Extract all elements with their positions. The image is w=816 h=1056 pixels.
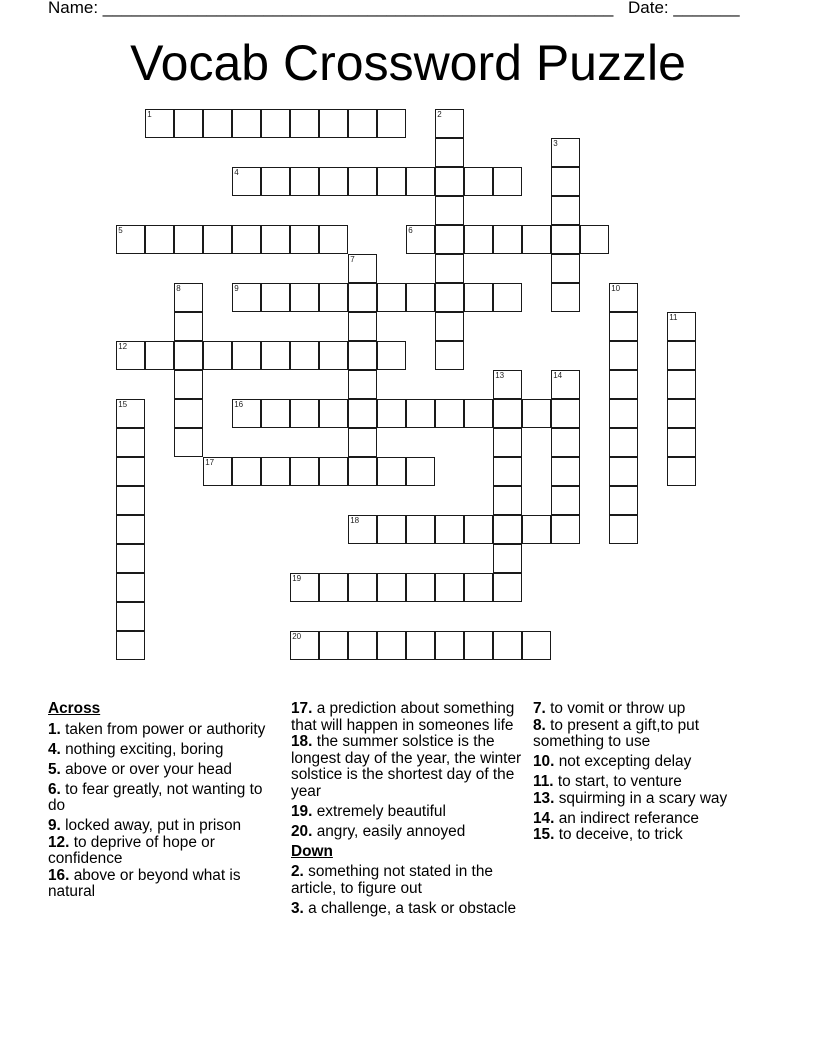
crossword-cell[interactable] <box>493 283 522 312</box>
crossword-cell[interactable] <box>203 341 232 370</box>
clue-across-4 <box>48 742 278 759</box>
crossword-cell[interactable] <box>116 602 145 631</box>
crossword-cell[interactable] <box>116 573 145 602</box>
crossword-cell[interactable] <box>551 515 580 544</box>
clue-down-7 <box>533 701 773 718</box>
crossword-cell[interactable] <box>406 283 435 312</box>
clue-text: a prediction about something that will happen in someones life <box>291 700 515 734</box>
clue-number: 5. <box>48 760 61 778</box>
clue-down-13 <box>533 791 773 808</box>
clue-down-15 <box>533 827 773 844</box>
crossword-cell[interactable] <box>435 631 464 660</box>
clue-text: to fear greatly, not wanting to do <box>48 780 263 814</box>
cell-number: 8 <box>176 284 181 294</box>
clue-number: 20. <box>291 822 313 840</box>
crossword-cell[interactable] <box>609 283 638 312</box>
clues-column-1 <box>48 701 278 904</box>
crossword-cell[interactable] <box>435 196 464 225</box>
crossword-cell[interactable] <box>116 428 145 457</box>
crossword-cell[interactable] <box>348 254 377 283</box>
crossword-cell[interactable] <box>319 341 348 370</box>
crossword-cell[interactable] <box>435 138 464 167</box>
across-heading: Across <box>48 700 101 717</box>
crossword-cell[interactable] <box>551 138 580 167</box>
clue-number: 13. <box>533 789 555 807</box>
crossword-cell[interactable] <box>174 399 203 428</box>
clue-number: 10. <box>533 753 555 770</box>
clue-text: locked away, put in prison <box>65 817 242 834</box>
crossword-cell[interactable] <box>348 631 377 660</box>
crossword-cell[interactable] <box>290 631 319 660</box>
cell-number: 10 <box>611 284 621 294</box>
cell-number: 1 <box>147 110 152 120</box>
date-field-label: Date: _______ <box>628 0 740 17</box>
clue-text: to present a gift,to put something to use <box>533 716 699 750</box>
clue-text: a challenge, a task or obstacle <box>308 899 517 917</box>
crossword-cell[interactable] <box>290 109 319 138</box>
clue-number: 7. <box>533 700 546 717</box>
clue-down-14 <box>533 811 773 828</box>
clue-number: 3. <box>291 899 304 917</box>
cell-number: 17 <box>205 458 215 468</box>
crossword-cell[interactable] <box>116 341 145 370</box>
crossword-cell[interactable] <box>493 225 522 254</box>
crossword-cell[interactable] <box>145 109 174 138</box>
crossword-cell[interactable] <box>290 457 319 486</box>
cell-number: 3 <box>553 139 558 149</box>
crossword-cell[interactable] <box>435 225 464 254</box>
crossword-cell[interactable] <box>290 341 319 370</box>
clue-across-18 <box>291 734 527 800</box>
clue-number: 15. <box>533 826 555 843</box>
clues-column-3 <box>533 701 773 847</box>
crossword-cell[interactable] <box>377 399 406 428</box>
clue-across-19 <box>291 804 527 821</box>
crossword-cell[interactable] <box>493 573 522 602</box>
crossword-cell[interactable] <box>377 109 406 138</box>
clue-across-1 <box>48 722 278 739</box>
clue-text: something not stated in the article, to figure out <box>291 863 493 897</box>
cell-number: 13 <box>495 371 505 381</box>
crossword-cell[interactable] <box>406 515 435 544</box>
crossword-cell[interactable] <box>290 283 319 312</box>
crossword-cell[interactable] <box>232 283 261 312</box>
crossword-cell[interactable] <box>522 399 551 428</box>
crossword-cell[interactable] <box>261 457 290 486</box>
clue-down-2 <box>291 864 527 897</box>
crossword-cell[interactable] <box>174 109 203 138</box>
clue-text: an indirect referance <box>558 809 699 827</box>
crossword-cell[interactable] <box>551 399 580 428</box>
crossword-cell[interactable] <box>609 341 638 370</box>
crossword-cell[interactable] <box>348 109 377 138</box>
clue-number: 6. <box>48 780 61 798</box>
crossword-cell[interactable] <box>609 312 638 341</box>
crossword-cell[interactable] <box>609 515 638 544</box>
crossword-cell[interactable] <box>116 515 145 544</box>
crossword-cell[interactable] <box>609 486 638 515</box>
clue-text: above or over your head <box>65 760 232 778</box>
cell-number: 12 <box>118 342 128 352</box>
crossword-cell[interactable] <box>609 399 638 428</box>
crossword-cell[interactable] <box>319 631 348 660</box>
crossword-cell[interactable] <box>667 370 696 399</box>
crossword-cell[interactable] <box>551 370 580 399</box>
crossword-cell[interactable] <box>290 573 319 602</box>
crossword-cell[interactable] <box>261 109 290 138</box>
crossword-cell[interactable] <box>551 254 580 283</box>
crossword-cell[interactable] <box>464 515 493 544</box>
crossword-cell[interactable] <box>145 341 174 370</box>
crossword-cell[interactable] <box>377 167 406 196</box>
crossword-cell[interactable] <box>435 399 464 428</box>
crossword-cell[interactable] <box>493 631 522 660</box>
crossword-cell[interactable] <box>493 370 522 399</box>
crossword-cell[interactable] <box>667 312 696 341</box>
crossword-cell[interactable] <box>174 312 203 341</box>
crossword-cell[interactable] <box>116 457 145 486</box>
crossword-cell[interactable] <box>174 341 203 370</box>
crossword-cell[interactable] <box>493 399 522 428</box>
crossword-cell[interactable] <box>609 457 638 486</box>
crossword-cell[interactable] <box>116 399 145 428</box>
crossword-cell[interactable] <box>667 457 696 486</box>
cell-number: 11 <box>669 313 678 323</box>
crossword-cell[interactable] <box>551 283 580 312</box>
clue-number: 16. <box>48 866 70 884</box>
crossword-cell[interactable] <box>435 109 464 138</box>
crossword-cell[interactable] <box>551 196 580 225</box>
clue-text: not excepting delay <box>558 753 692 770</box>
crossword-cell[interactable] <box>464 283 493 312</box>
crossword-cell[interactable] <box>464 631 493 660</box>
crossword-cell[interactable] <box>609 428 638 457</box>
down-heading: Down <box>291 842 333 860</box>
crossword-cell[interactable] <box>261 167 290 196</box>
clue-down-3 <box>291 901 527 918</box>
crossword-cell[interactable] <box>377 573 406 602</box>
crossword-cell[interactable] <box>464 399 493 428</box>
crossword-cell[interactable] <box>551 167 580 196</box>
crossword-cell[interactable] <box>290 167 319 196</box>
crossword-cell[interactable] <box>464 573 493 602</box>
clue-text: above or beyond what is natural <box>48 866 241 900</box>
crossword-cell[interactable] <box>435 341 464 370</box>
crossword-cell[interactable] <box>348 370 377 399</box>
name-field-label: Name: ______________________________________________________ <box>48 0 614 17</box>
crossword-cell[interactable] <box>406 225 435 254</box>
clue-number: 18. <box>291 733 313 750</box>
clue-down-10 <box>533 754 773 771</box>
cell-number: 19 <box>292 574 302 584</box>
crossword-cell[interactable] <box>203 457 232 486</box>
cell-number: 2 <box>437 110 442 120</box>
crossword-cell[interactable] <box>493 544 522 573</box>
cell-number: 9 <box>234 284 239 294</box>
crossword-cell[interactable] <box>609 370 638 399</box>
clue-text: to start, to venture <box>557 773 682 790</box>
crossword-grid <box>117 110 717 670</box>
cell-number: 16 <box>234 400 244 410</box>
cell-number: 14 <box>553 371 563 381</box>
clue-number: 12. <box>48 833 70 851</box>
crossword-cell[interactable] <box>435 312 464 341</box>
clue-across-16 <box>48 868 278 901</box>
crossword-cell[interactable] <box>493 486 522 515</box>
crossword-cell[interactable] <box>551 225 580 254</box>
crossword-cell[interactable] <box>435 515 464 544</box>
clue-number: 2. <box>291 863 304 880</box>
clue-number: 1. <box>48 720 61 738</box>
crossword-cell[interactable] <box>493 167 522 196</box>
crossword-cell[interactable] <box>348 457 377 486</box>
crossword-cell[interactable] <box>406 167 435 196</box>
crossword-cell[interactable] <box>319 225 348 254</box>
crossword-cell[interactable] <box>377 631 406 660</box>
crossword-cell[interactable] <box>551 486 580 515</box>
crossword-cell[interactable] <box>377 341 406 370</box>
clue-text: to vomit or throw up <box>550 700 686 717</box>
crossword-cell[interactable] <box>116 486 145 515</box>
clue-text: nothing exciting, boring <box>65 740 224 758</box>
crossword-cell[interactable] <box>261 341 290 370</box>
clue-number: 17. <box>291 700 313 717</box>
crossword-cell[interactable] <box>522 225 551 254</box>
crossword-cell[interactable] <box>464 225 493 254</box>
clue-text: squirming in a scary way <box>558 789 728 807</box>
crossword-cell[interactable] <box>377 515 406 544</box>
clue-text: extremely beautiful <box>316 802 446 820</box>
crossword-cell[interactable] <box>174 370 203 399</box>
crossword-cell[interactable] <box>406 631 435 660</box>
crossword-cell[interactable] <box>319 457 348 486</box>
crossword-cell[interactable] <box>174 225 203 254</box>
crossword-cell[interactable] <box>522 631 551 660</box>
cell-number: 20 <box>292 632 302 642</box>
crossword-cell[interactable] <box>232 109 261 138</box>
crossword-cell[interactable] <box>406 399 435 428</box>
crossword-cell[interactable] <box>319 109 348 138</box>
crossword-cell[interactable] <box>232 167 261 196</box>
crossword-cell[interactable] <box>348 573 377 602</box>
crossword-cell[interactable] <box>203 109 232 138</box>
crossword-cell[interactable] <box>551 457 580 486</box>
crossword-cell[interactable] <box>435 254 464 283</box>
crossword-cell[interactable] <box>116 225 145 254</box>
clue-text: the summer solstice is the longest day of the year, the winter solstice is the shortest day of the year <box>291 733 522 800</box>
crossword-cell[interactable] <box>377 457 406 486</box>
clue-number: 9. <box>48 817 61 834</box>
crossword-cell[interactable] <box>348 312 377 341</box>
crossword-cell[interactable] <box>377 283 406 312</box>
crossword-cell[interactable] <box>232 399 261 428</box>
clue-down-8 <box>533 718 773 751</box>
crossword-cell[interactable] <box>493 428 522 457</box>
clue-across-6 <box>48 782 278 815</box>
crossword-cell[interactable] <box>232 457 261 486</box>
crossword-cell[interactable] <box>406 573 435 602</box>
crossword-cell[interactable] <box>116 631 145 660</box>
crossword-cell[interactable] <box>319 283 348 312</box>
cell-number: 6 <box>408 226 413 236</box>
crossword-cell[interactable] <box>435 283 464 312</box>
clue-number: 8. <box>533 716 546 734</box>
crossword-cell[interactable] <box>348 515 377 544</box>
clues-column-2 <box>291 701 527 921</box>
crossword-cell[interactable] <box>290 399 319 428</box>
crossword-cell[interactable] <box>522 515 551 544</box>
crossword-cell[interactable] <box>493 457 522 486</box>
crossword-cell[interactable] <box>348 399 377 428</box>
crossword-cell[interactable] <box>319 167 348 196</box>
cell-number: 18 <box>350 516 360 526</box>
clue-text: angry, easily annoyed <box>316 822 466 840</box>
crossword-cell[interactable] <box>348 428 377 457</box>
crossword-cell[interactable] <box>435 167 464 196</box>
crossword-cell[interactable] <box>435 573 464 602</box>
clue-across-12 <box>48 835 278 868</box>
crossword-cell[interactable] <box>261 283 290 312</box>
clue-number: 4. <box>48 740 61 758</box>
clue-across-20 <box>291 824 527 841</box>
crossword-cell[interactable] <box>232 225 261 254</box>
clue-text: to deprive of hope or confidence <box>48 833 215 867</box>
clue-down-11 <box>533 774 773 791</box>
cell-number: 7 <box>350 255 355 265</box>
crossword-cell[interactable] <box>319 399 348 428</box>
crossword-cell[interactable] <box>261 225 290 254</box>
crossword-cell[interactable] <box>232 341 261 370</box>
crossword-cell[interactable] <box>667 428 696 457</box>
cell-number: 4 <box>234 168 239 178</box>
crossword-cell[interactable] <box>464 167 493 196</box>
clue-number: 19. <box>291 802 313 820</box>
crossword-cell[interactable] <box>551 428 580 457</box>
crossword-cell[interactable] <box>406 457 435 486</box>
crossword-cell[interactable] <box>348 341 377 370</box>
crossword-cell[interactable] <box>290 225 319 254</box>
crossword-cell[interactable] <box>145 225 174 254</box>
crossword-cell[interactable] <box>667 341 696 370</box>
crossword-cell[interactable] <box>261 399 290 428</box>
crossword-cell[interactable] <box>116 544 145 573</box>
crossword-cell[interactable] <box>348 167 377 196</box>
crossword-cell[interactable] <box>348 283 377 312</box>
cell-number: 15 <box>118 400 128 410</box>
clue-number: 11. <box>533 773 554 790</box>
cell-number: 5 <box>118 226 123 236</box>
crossword-cell[interactable] <box>174 283 203 312</box>
clue-across-5 <box>48 762 278 779</box>
crossword-cell[interactable] <box>319 573 348 602</box>
clue-number: 14. <box>533 809 555 827</box>
clue-text: taken from power or authority <box>65 720 266 738</box>
crossword-cell[interactable] <box>667 399 696 428</box>
crossword-cell[interactable] <box>203 225 232 254</box>
crossword-cell[interactable] <box>580 225 609 254</box>
page-title: Vocab Crossword Puzzle <box>130 35 686 91</box>
clue-across-9 <box>48 818 278 835</box>
clue-text: to deceive, to trick <box>558 826 683 843</box>
crossword-cell[interactable] <box>174 428 203 457</box>
crossword-cell[interactable] <box>493 515 522 544</box>
clue-across-17 <box>291 701 527 734</box>
